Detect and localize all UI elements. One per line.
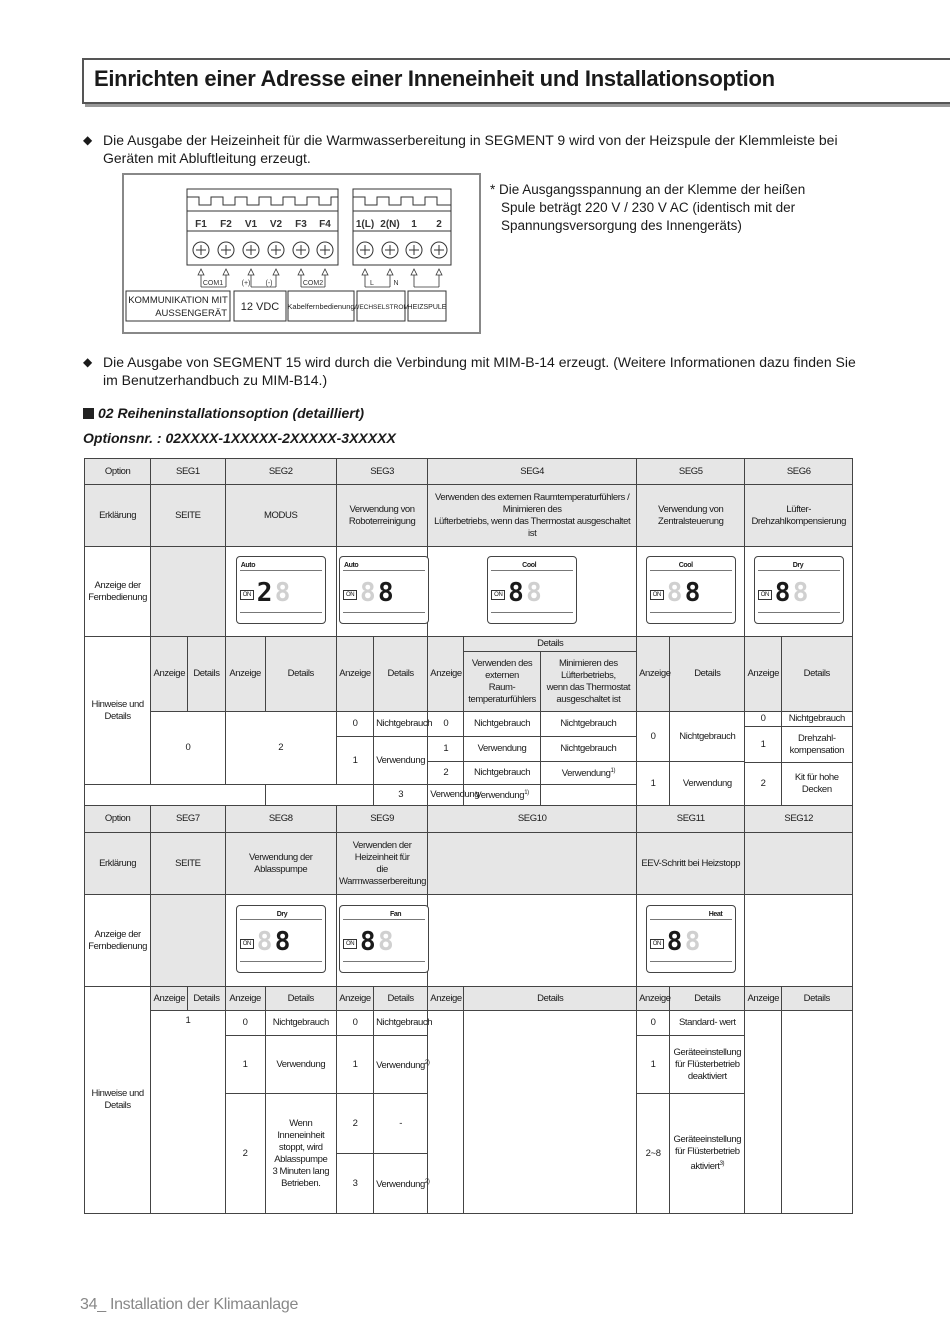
anzeige-header: Anzeige [336, 987, 373, 1011]
seg3-details: Verwendung [374, 737, 428, 785]
seg9-details: Verwendung$^{2)}$ [374, 1036, 428, 1094]
seg-header: SEG7 [151, 806, 225, 833]
option-row [85, 806, 853, 833]
anzeige-header: Anzeige [637, 987, 670, 1011]
seg12-anzeige-empty [745, 1011, 781, 1214]
seg8-details: Wenn Inneneinheit stoppt, wird Ablasspumpe 3 Minuten lang Betrieben. [265, 1094, 336, 1214]
seg5-anzeige: 1 [637, 762, 670, 806]
seg10-details-empty [464, 1011, 637, 1214]
anzeige-header: Anzeige [637, 637, 670, 712]
table-row [85, 1011, 853, 1036]
seg7-value: 1 [151, 1011, 225, 1214]
details-header: Details [374, 987, 428, 1011]
seg4-details-b: Nichtgebrauch [540, 737, 636, 762]
seg4-details-header: Details [464, 637, 637, 652]
seg4-anzeige: 0 [428, 712, 464, 737]
seg2-lcd-cell [225, 547, 336, 637]
diamond-bullet-icon: ◆ [83, 133, 93, 147]
seg-header: SEG2 [225, 459, 336, 485]
wire-label: N [393, 280, 399, 287]
wire-label: (-) [265, 280, 273, 287]
section-heading-text: 02 Reiheninstallationsoption (detailliert) [98, 405, 365, 421]
seg9-anzeige: 3 [336, 1154, 373, 1214]
seg12-details-empty [781, 1011, 852, 1214]
seg5-anzeige: 0 [637, 712, 670, 762]
anzeige-header: Anzeige [225, 637, 265, 712]
seg9-lcd-cell [336, 895, 427, 987]
terminal-label: F2 [220, 219, 232, 230]
anzeige-header: Anzeige [151, 987, 188, 1011]
seg4-anzeige: 3 [374, 785, 428, 806]
anzeige-header: Anzeige [428, 987, 464, 1011]
option-table [84, 458, 853, 1214]
note-line-2: Spule beträgt 220 V / 230 V AC (identisch mit der [501, 200, 796, 215]
seg4-anzeige: 1 [428, 737, 464, 762]
remote-display: Auto ON 2 8 [236, 556, 326, 624]
lcd-row [85, 547, 853, 637]
seg7-lcd-empty [151, 895, 225, 987]
voltage-note [490, 181, 850, 235]
anzeige-fern-label: Anzeige der Fernbedienung [85, 895, 151, 987]
seg6-erklaerung: Lüfter-Drehzahlkompensierung [745, 485, 853, 547]
seg4-sub-a: Verwenden des externen Raum-temperaturfühlers [464, 652, 540, 712]
wire-label: COM2 [302, 280, 324, 287]
remote-display: Dry ON 8 8 [754, 556, 844, 624]
erklaerung-label: Erklärung [85, 485, 151, 547]
lcd-row [85, 895, 853, 987]
seg9-anzeige: 2 [336, 1094, 373, 1154]
erklaerung-row [85, 833, 853, 895]
seg5-details: Verwendung [670, 762, 745, 806]
anzeige-header: Anzeige [745, 637, 781, 712]
seg1-lcd-empty [151, 547, 225, 637]
seg11-details: Geräteeinstellung für Flüsterbetrieb aktiviert$^{3)}$ [670, 1094, 745, 1214]
seg4-details-b: Verwendung$^{1)}$ [464, 785, 540, 806]
details-header: Details [265, 987, 336, 1011]
anzeige-header: Anzeige [336, 637, 373, 712]
title-box [82, 58, 950, 104]
anzeige-header: Anzeige [225, 987, 265, 1011]
details-header: Details [265, 637, 336, 712]
seg6-anzeige: 0 [745, 712, 781, 727]
terminal-label: F1 [195, 219, 207, 230]
section-heading [83, 405, 364, 421]
spacer [265, 785, 373, 806]
seg3-details: Nichtgebrauch [374, 712, 428, 737]
seg4-details-a: Nichtgebrauch [464, 762, 540, 785]
seg4-sub-b: Minimieren des Lüfterbetriebs, wenn das Thermostat ausgeschaltet ist [540, 652, 636, 712]
seg2-value: 2 [225, 712, 336, 785]
seg11-anzeige: 1 [637, 1036, 670, 1094]
seg8-anzeige: 2 [225, 1094, 265, 1214]
wire-label: L [370, 280, 374, 287]
wechsel-label: WECHSELSTROM [353, 304, 409, 311]
seg10-anzeige-empty [428, 1011, 464, 1214]
vdc-label: 12 VDC [240, 301, 280, 313]
seg3-anzeige: 1 [336, 737, 373, 785]
seg-header: SEG3 [336, 459, 427, 485]
option-label: Option [85, 459, 151, 485]
terminal-label: F3 [295, 219, 307, 230]
terminal-label: V2 [269, 219, 283, 230]
seg5-details: Nichtgebrauch [670, 712, 745, 762]
seg9-anzeige: 0 [336, 1011, 373, 1036]
seg6-details: Nichtgebrauch [781, 712, 852, 727]
seg6-lcd-cell [745, 547, 853, 637]
note-line-1: * Die Ausgangsspannung an der Klemme der heißen [490, 182, 806, 197]
heiz-label: HEIZSPULE [407, 304, 447, 311]
bullet-1-text: Die Ausgabe der Heizeinheit für die Warmwasserbereitung in SEGMENT 9 wird von der Heizspule der Klemmleiste bei Geräten mit Abluftleitung erzeugt. [103, 132, 838, 166]
seg4-erklaerung: Verwenden des externen Raumtemperaturfühlers / Minimieren des Lüfterbetriebs, wenn das Thermostat ausgeschaltet ist [428, 485, 637, 547]
seg-header: SEG11 [637, 806, 745, 833]
komm-label-2: AUSSENGERÄT [155, 308, 227, 319]
seg-header: SEG1 [151, 459, 225, 485]
seg8-erklaerung: Verwendung der Ablasspumpe [225, 833, 336, 895]
details-header: Details [188, 637, 225, 712]
seg6-anzeige: 1 [745, 727, 781, 763]
seg4-anzeige: 2 [428, 762, 464, 785]
seg4-lcd-cell [428, 547, 637, 637]
anzeige-header: Anzeige [151, 637, 188, 712]
seg1-value: 0 [151, 712, 225, 785]
anzeige-header: Anzeige [745, 987, 781, 1011]
seg1-erklaerung: SEITE [151, 485, 225, 547]
wire-label: COM1 [202, 280, 224, 287]
seg9-details: Verwendung$^{2)}$ [374, 1154, 428, 1214]
seg4-details-a: Nichtgebrauch [464, 712, 540, 737]
hinweise-label: Hinweise und Details [85, 987, 151, 1214]
wire-label: (+) [241, 280, 251, 287]
spacer [85, 785, 266, 806]
seg5-lcd-cell [637, 547, 745, 637]
seg6-anzeige: 2 [745, 763, 781, 806]
seg11-erklaerung: EEV-Schritt bei Heizstopp [637, 833, 745, 895]
kabel-label: Kabelfernbedienung [287, 302, 355, 311]
seg9-details: Nichtgebrauch [374, 1011, 428, 1036]
details-header: Details [464, 987, 637, 1011]
seg-header: SEG9 [336, 806, 427, 833]
seg4-details-b: Verwendung$^{1)}$ [540, 762, 636, 785]
seg-header: SEG8 [225, 806, 336, 833]
seg3-erklaerung: Verwendung von Roboterreinigung [336, 485, 427, 547]
remote-display: Cool ON 8 8 [646, 556, 736, 624]
page-title: Einrichten einer Adresse einer Inneneinheit und Installationsoption [94, 66, 775, 91]
seg11-anzeige: 0 [637, 1011, 670, 1036]
seg-header: SEG10 [428, 806, 637, 833]
note-line-3: Spannungsversorgung des Innengeräts) [501, 218, 742, 233]
seg6-details: Kit für hohe Decken [781, 763, 852, 806]
seg8-details: Nichtgebrauch [265, 1011, 336, 1036]
komm-label-1: KOMMUNIKATION MIT [128, 295, 228, 306]
wiring-diagram [122, 173, 481, 334]
terminal-label: 1 [411, 219, 417, 230]
seg-header: SEG5 [637, 459, 745, 485]
hinweise-header-row [85, 987, 853, 1011]
seg11-anzeige: 2~8 [637, 1094, 670, 1214]
seg10-lcd-empty [428, 895, 637, 987]
remote-display: Fan ON 8 8 [339, 905, 429, 973]
seg5-erklaerung: Verwendung von Zentralsteuerung [637, 485, 745, 547]
remote-display: Dry ON 8 8 [236, 905, 326, 973]
seg3-anzeige: 0 [336, 712, 373, 737]
details-header: Details [374, 637, 428, 712]
seg11-details: Standard- wert [670, 1011, 745, 1036]
seg3-lcd-cell [336, 547, 427, 637]
seg6-details: Drehzahl- kompensation [781, 727, 852, 763]
square-bullet-icon [83, 408, 94, 419]
seg2-erklaerung: MODUS [225, 485, 336, 547]
seg11-lcd-cell [637, 895, 745, 987]
details-header: Details [188, 987, 225, 1011]
hinweise-label: Hinweise und Details [85, 637, 151, 785]
seg11-details: Geräteeinstellung für Flüsterbetrieb deaktiviert [670, 1036, 745, 1094]
option-label: Option [85, 806, 151, 833]
terminal-label: 1(L) [355, 219, 375, 230]
anzeige-fern-label: Anzeige der Fernbedienung [85, 547, 151, 637]
details-header: Details [781, 637, 852, 712]
seg8-anzeige: 1 [225, 1036, 265, 1094]
remote-display: Cool ON 8 8 [487, 556, 577, 624]
seg7-erklaerung: SEITE [151, 833, 225, 895]
seg9-details: - [374, 1094, 428, 1154]
seg8-details: Verwendung [265, 1036, 336, 1094]
seg4-details-a: Verwendung [428, 785, 464, 806]
page-footer: 34_ Installation der Klimaanlage [80, 1296, 299, 1313]
details-header: Details [670, 987, 745, 1011]
seg12-lcd-empty [745, 895, 853, 987]
option-number: Optionsnr. : 02XXXX-1XXXXX-2XXXXX-3XXXXX [83, 430, 396, 446]
remote-display: Heat ON 8 8 [646, 905, 736, 973]
seg10-erklaerung [428, 833, 637, 895]
seg12-erklaerung [745, 833, 853, 895]
bullet-2-text: Die Ausgabe von SEGMENT 15 wird durch die Verbindung mit MIM-B-14 erzeugt. (Weitere Informationen dazu finden Sie im Benutzerhandbuch zu MIM-B14.) [103, 354, 856, 388]
terminal-label: 2 [436, 219, 442, 230]
seg8-lcd-cell [225, 895, 336, 987]
details-header: Details [670, 637, 745, 712]
terminal-label: 2(N) [380, 219, 400, 230]
seg4-details-a: Verwendung [464, 737, 540, 762]
anzeige-header: Anzeige [428, 637, 464, 712]
seg4-details-b: Nichtgebrauch [540, 712, 636, 737]
seg-header: SEG4 [428, 459, 637, 485]
diamond-bullet-icon: ◆ [83, 355, 93, 369]
seg-header: SEG12 [745, 806, 853, 833]
seg8-anzeige: 0 [225, 1011, 265, 1036]
remote-display: Auto ON 8 8 [339, 556, 429, 624]
hinweise-header-row-1 [85, 637, 853, 652]
seg9-erklaerung: Verwenden der Heizeinheit für die Warmwasserbereitung [336, 833, 427, 895]
erklaerung-row [85, 485, 853, 547]
option-row [85, 459, 853, 485]
erklaerung-label: Erklärung [85, 833, 151, 895]
terminal-label: V1 [244, 219, 258, 230]
terminal-label: F4 [319, 219, 331, 230]
table-row [85, 712, 853, 727]
seg9-anzeige: 1 [336, 1036, 373, 1094]
details-header: Details [781, 987, 852, 1011]
terminal-block-drawing [124, 175, 479, 332]
seg-header: SEG6 [745, 459, 853, 485]
